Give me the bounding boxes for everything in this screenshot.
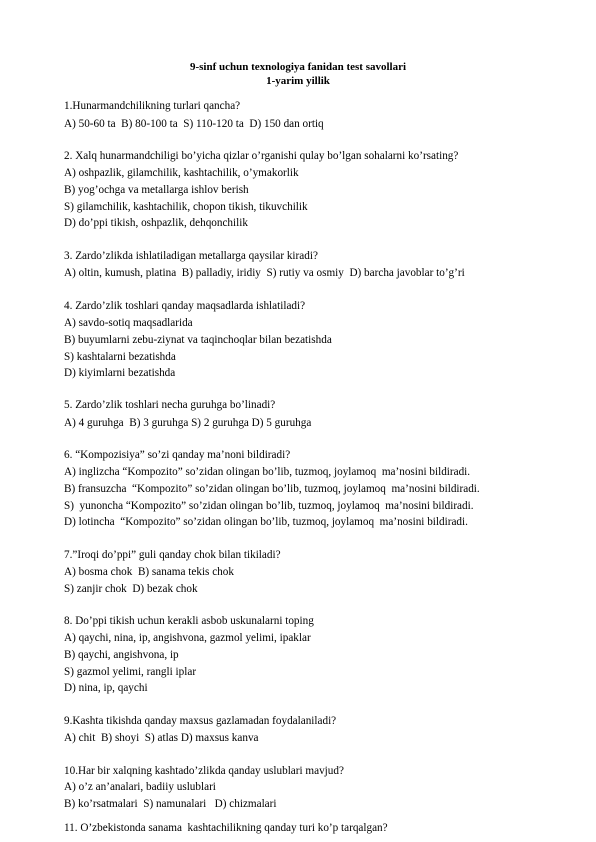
question-text: 1.Hunarmandchilikning turlari qancha?	[64, 100, 241, 112]
answer-option: S) kashtalarni bezatishda	[64, 351, 176, 363]
answer-options: A) oltin, kumush, platina B) palladiy, iridiy S) rutiy va osmiy D) barcha javoblar to’g’ri	[64, 267, 465, 279]
answer-option: B) fransuzcha “Kompozito” so’zidan olingan bo’lib, tuzmoq, joylamoq ma’nosini bildiradi.	[64, 483, 480, 495]
answer-option: B) buyumlarni zebu-ziynat va taqinchoqlar bilan bezatishda	[64, 334, 332, 346]
question-text: 8. Do’ppi tikish uchun kerakli asbob uskunalarni toping	[64, 615, 314, 627]
answer-option: D) lotincha “Kompozito” so’zidan olingan bo’lib, tuzmoq, joylamoq ma’nosini bildiradi.	[64, 516, 468, 528]
answer-option: S) yunoncha “Kompozito” so’zidan olingan bo’lib, tuzmoq, joylamoq ma’nosini bildiradi.	[64, 500, 474, 512]
answer-option: B) yog’ochga va metallarga ishlov berish	[64, 184, 249, 196]
question-text: 6. “Kompozisiya” so’zi qanday ma’noni bildiradi?	[64, 449, 291, 461]
answer-option: D) kiyimlarni bezatishda	[64, 367, 176, 379]
question-text: 4. Zardo’zlik toshlari qanday maqsadlarda ishlatiladi?	[64, 300, 306, 312]
question-text: 3. Zardo’zlikda ishlatiladigan metallarga qaysilar kiradi?	[64, 250, 318, 262]
document-subtitle: 1-yarim yillik	[266, 75, 330, 87]
question-text: 9.Kashta tikishda qanday maxsus gazlamadan foydalaniladi?	[64, 715, 337, 727]
answer-option: D) nina, ip, qaychi	[64, 682, 148, 694]
answer-options: A) 50-60 ta B) 80-100 ta S) 110-120 ta D) 150 dan ortiq	[64, 118, 324, 130]
answer-option: A) oshpazlik, gilamchilik, kashtachilik, o’ymakorlik	[64, 167, 299, 179]
answer-option: S) gilamchilik, kashtachilik, chopon tikish, tikuvchilik	[64, 201, 308, 213]
answer-options: A) bosma chok B) sanama tekis chok	[64, 566, 234, 578]
answer-option: D) do’ppi tikish, oshpazlik, dehqonchilik	[64, 217, 248, 229]
question-text: 10.Har bir xalqning kashtado’zlikda qanday uslublari mavjud?	[64, 765, 344, 777]
question-text: 11. O’zbekistonda sanama kashtachilikning qanday turi ko’p tarqalgan?	[64, 822, 388, 834]
answer-option: B) qaychi, angishvona, ip	[64, 649, 179, 661]
answer-options: A) chit B) shoyi S) atlas D) maxsus kanva	[64, 732, 259, 744]
answer-option: A) savdo-sotiq maqsadlarida	[64, 317, 193, 329]
document-title: 9-sinf uchun texnologiya fanidan test savollari	[189, 61, 407, 73]
answer-options: B) ko’rsatmalari S) namunalari D) chizmalari	[64, 798, 277, 810]
question-text: 5. Zardo’zlik toshlari necha guruhga bo’linadi?	[64, 399, 276, 411]
answer-options: S) zanjir chok D) bezak chok	[64, 583, 198, 595]
answer-option: A) o’z an’analari, badiiy uslublari	[64, 781, 216, 793]
answer-options: A) 4 guruhga B) 3 guruhga S) 2 guruhga D) 5 guruhga	[64, 417, 312, 429]
question-text: 2. Xalq hunarmandchiligi bo’yicha qizlar o’rganishi qulay bo’lgan sohalarni ko’rsating?	[64, 150, 459, 162]
answer-option: S) gazmol yelimi, rangli iplar	[64, 666, 197, 678]
answer-option: A) inglizcha “Kompozito” so’zidan olingan bo’lib, tuzmoq, joylamoq ma’nosini bildiradi.	[64, 466, 471, 478]
question-text: 7.”Iroqi do’ppi” guli qanday chok bilan tikiladi?	[64, 549, 281, 561]
answer-option: A) qaychi, nina, ip, angishvona, gazmol yelimi, ipaklar	[64, 632, 311, 644]
